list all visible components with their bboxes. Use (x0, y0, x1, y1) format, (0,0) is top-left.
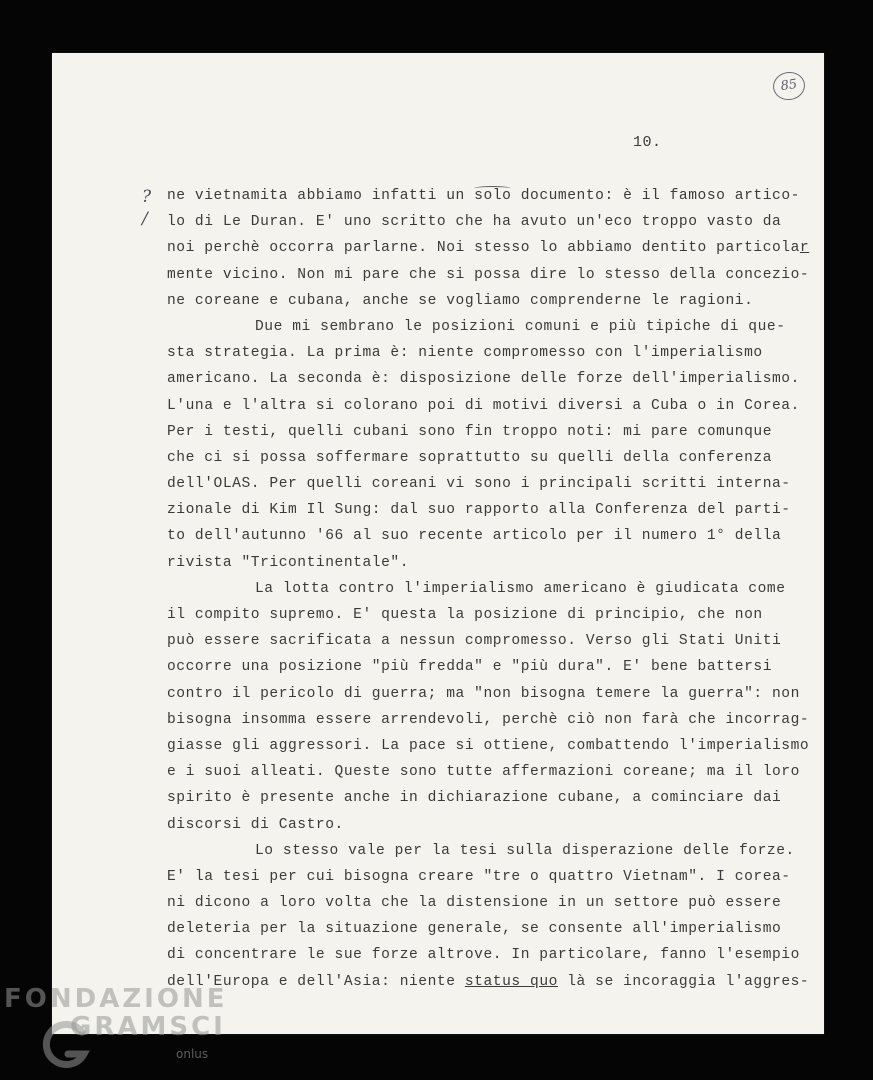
text-line (167, 366, 807, 392)
text-line (167, 262, 810, 288)
text-segment: spirito è presente anche in dichiarazione cubane, a cominciare dai (167, 790, 782, 807)
text-line (167, 550, 807, 576)
text-segment: occorre una posizione "più fredda" e "più dura". E' bene battersi (167, 659, 772, 676)
text-line (167, 785, 807, 811)
text-underline: r (799, 240, 810, 257)
text-segment: può essere sacrificata a nessun compromesso. Verso gli Stati Uniti (167, 633, 782, 650)
text-segment: che ci si possa soffermare soprattutto su quelli della conferenza (167, 449, 772, 466)
text-line (167, 445, 807, 471)
text-segment: Lo stesso vale per la tesi sulla disperazione delle forze. (255, 842, 795, 859)
text-segment: to dell'autunno '66 al suo recente articolo per il numero 1° della (167, 528, 782, 545)
text-segment: giasse gli aggressori. La pace si ottiene, combattendo l'imperialismo (167, 737, 810, 754)
text-segment: rivista "Tricontinentale". (167, 554, 409, 571)
body-text (167, 183, 810, 995)
text-segment: il compito supremo. E' questa la posizione di principio, che non (167, 607, 763, 623)
text-segment: noi perchè occorra parlarne. Noi stesso lo abbiamo dentito particola (167, 240, 800, 257)
text-segment: lo di Le Duran. E' uno scritto che ha avuto un'eco troppo vasto da (167, 214, 782, 231)
text-line (167, 235, 810, 261)
watermark-g-mark-icon (38, 1018, 94, 1074)
text-line (167, 654, 807, 680)
text-line (167, 733, 810, 759)
text-segment: deleteria per la situazione generale, se consente all'imperialismo (167, 921, 782, 938)
text-line (167, 628, 807, 654)
text-line (167, 340, 807, 366)
archive-page-number: 85 (771, 70, 807, 102)
text-segment: ne coreane e cubana, anche se vogliamo comprenderne le ragioni. (167, 292, 754, 309)
text-squiggle: solo (474, 188, 512, 204)
text-segment: di concentrare le sue forze altrove. In particolare, fanno l'esempio (167, 947, 800, 964)
text-line (167, 523, 807, 549)
text-line (167, 419, 807, 445)
handwritten-margin-note: ? / (142, 187, 152, 229)
text-segment: L'una e l'altra si colorano poi di motivi diversi a Cuba o in Corea. (167, 397, 800, 414)
text-segment: e i suoi alleati. Queste sono tutte affermazioni coreane; ma il loro (167, 764, 800, 781)
text-line (167, 838, 807, 864)
text-line (167, 576, 807, 602)
text-segment: dell'OLAS. Per quelli coreani vi sono i principali scritti interna- (167, 476, 791, 493)
text-line (167, 497, 807, 523)
text-segment: sta strategia. La prima è: niente compromesso con l'imperialismo (167, 345, 763, 362)
text-line (167, 681, 807, 707)
text-line (167, 183, 807, 209)
text-segment: bisogna insomma essere arrendevoli, perchè ciò non farà che incorrag- (167, 711, 810, 728)
text-line (167, 471, 807, 497)
text-segment: mente vicino. Non mi pare che si possa dire lo stesso della concezio- (167, 266, 810, 283)
page-number: 10. (633, 134, 662, 151)
text-segment: dell'Europa e dell'Asia: niente (167, 973, 465, 990)
text-segment: Per i testi, quelli cubani sono fin troppo noti: mi pare comunque (167, 423, 772, 440)
text-line (167, 602, 807, 628)
text-segment: ne vietnamita abbiamo infatti un (167, 188, 475, 204)
text-underline: status quo (464, 973, 558, 990)
text-line (167, 209, 807, 235)
text-line (167, 864, 807, 890)
text-segment: ni dicono a loro volta che la distensione in un settore può essere (167, 895, 782, 912)
text-segment: zionale di Kim Il Sung: dal suo rapporto alla Conferenza del parti- (167, 502, 791, 519)
text-segment: contro il pericolo di guerra; ma "non bisogna temere la guerra": non (167, 685, 800, 702)
text-line (167, 890, 807, 916)
text-segment: La lotta contro l'imperialismo americano è giudicata come (255, 580, 786, 597)
watermark-line-2: GRAMSCI (70, 1012, 226, 1042)
text-line (167, 942, 807, 968)
text-line (167, 314, 807, 340)
text-segment: E' la tesi per cui bisogna creare "tre o quattro Vietnam". I corea- (167, 868, 791, 885)
text-segment: là se incoraggia l'aggres- (557, 973, 810, 990)
text-segment: Due mi sembrano le posizioni comuni e più tipiche di que- (255, 318, 786, 335)
text-segment: discorsi di Castro. (167, 816, 344, 833)
text-line (167, 969, 810, 995)
watermark-line-1: FONDAZIONE (4, 984, 228, 1014)
text-line (167, 288, 807, 314)
text-line (167, 812, 807, 838)
text-line (167, 393, 807, 419)
text-line (167, 759, 807, 785)
text-segment: americano. La seconda è: disposizione delle forze dell'imperialismo. (167, 371, 800, 388)
text-line (167, 916, 807, 942)
watermark-onlus: onlus (176, 1047, 209, 1061)
text-line (167, 707, 810, 733)
text-segment: documento: è il famoso artico- (511, 188, 800, 204)
